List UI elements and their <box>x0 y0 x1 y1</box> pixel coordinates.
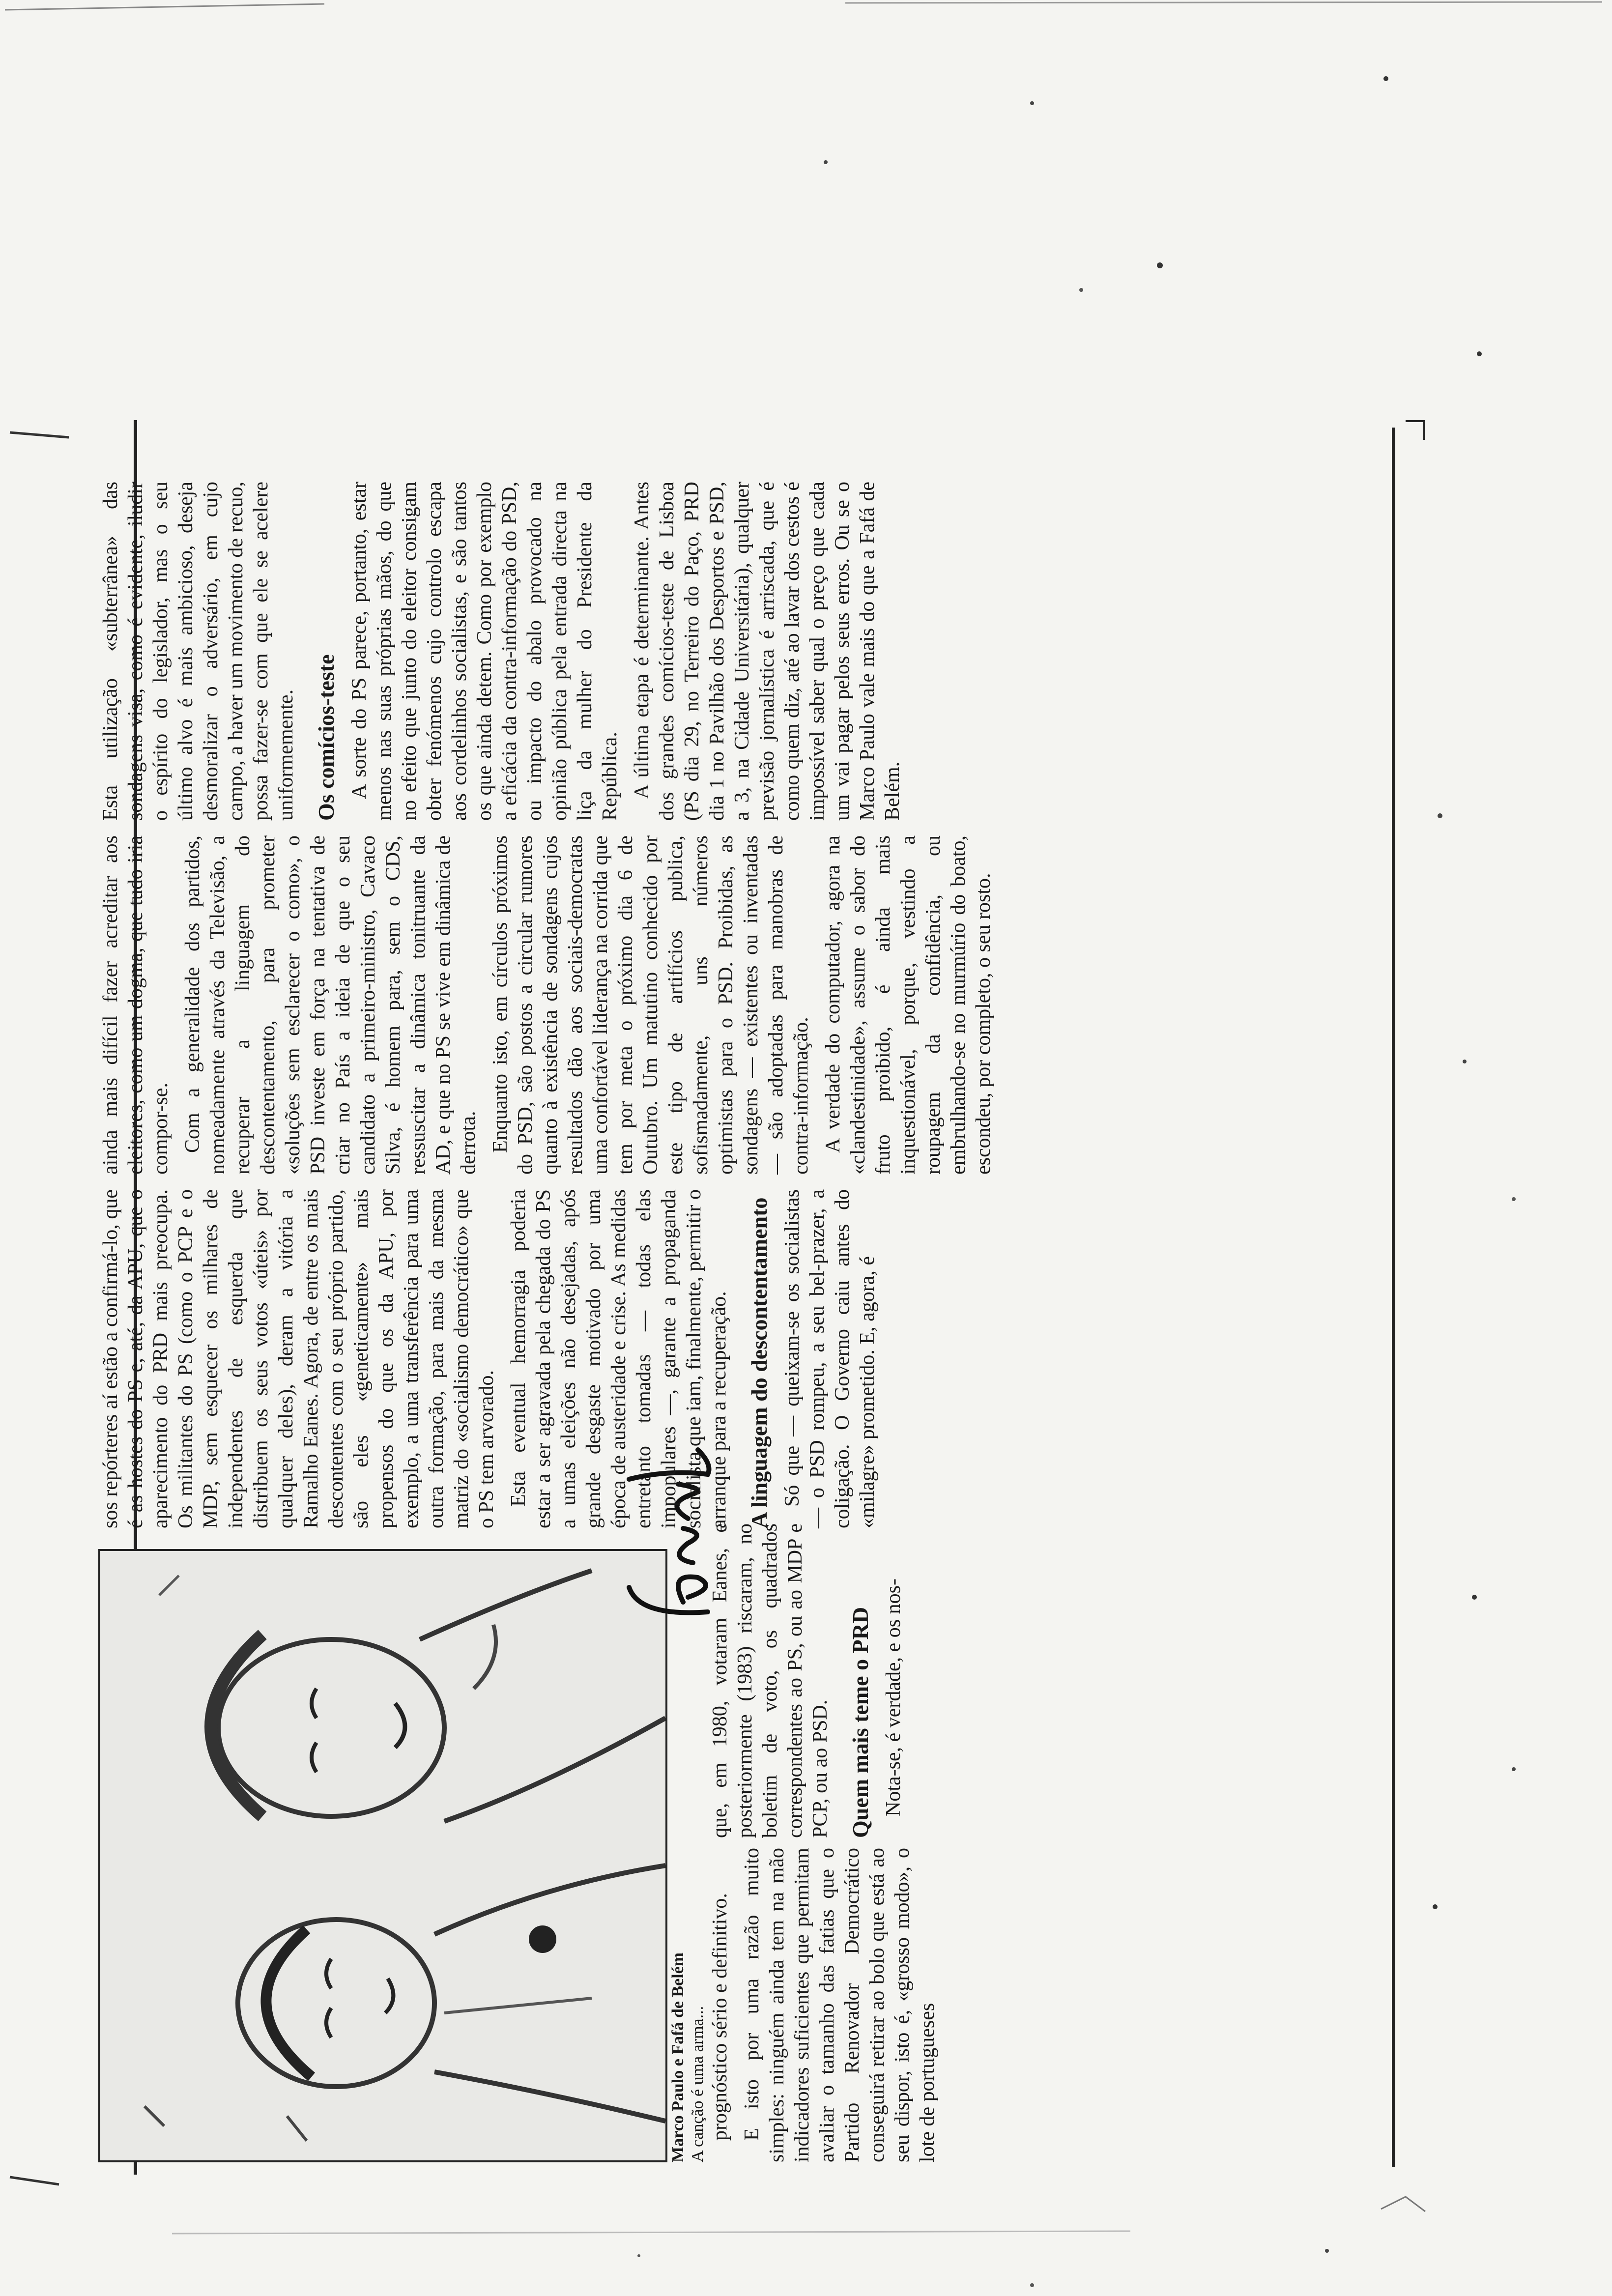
article-paragraph: Esta utilização «subterrânea» das sondagens visa, como é evidente, iludir o espírito do legislador, mas o seu último alvo é mais ambicioso, deseja desmoralizar o adversário, em cujo campo, a haver um movimento de recuo, possa fazer-se com que ele se acelere uniformemente. <box>99 482 297 821</box>
caption-title: Marco Paulo e Fafá de Belém <box>669 1952 687 2162</box>
article-paragraph: Só que — queixam-se os socialistas — o PSD rompeu, a seu bel-prazer, a coligação. O Governo caiu antes do «milagre» prometido. E, agora, é <box>781 1189 879 1528</box>
article-paragraph: A última etapa é determinante. Antes dos grandes comícios-teste de Lisboa (PS dia 29, no Terreiro do Paço, PRD dia 1 no Pavilhão dos Desportos e PSD, a 3, na Cidade Universitária), qualquer previsão jornalística é arriscada, que é como quem diz, até ao lavar dos cestos é impossível saber qual o preço que cada um vai pagar pelos seus erros. Ou se o Marco Paulo vale mais do que a Fafá de Belém. <box>631 482 904 821</box>
article-paragraph: que, em 1980, votaram Eanes, e posteriormente (1983) riscaram, no boletim de voto, os quadrados correspondentes ao PS, ou ao MDP e PCP, ou ao PSD. <box>709 1523 832 1838</box>
column-1-blocks <box>708 1848 940 2162</box>
column-5-blocks <box>98 482 905 821</box>
column-2-blocks <box>708 1523 906 1838</box>
article-paragraph: sos repórteres aí estão a confirmá-lo, que é as hostes do PS e, até, da APU, que o aparecimento do PRD mais preocupa. Os militantes do PS (como o PCP e o MDP, sem esquecer os milhares de independentes de esquerda que distribuem os seus votos «úteis» por qualquer deles), deram a vitória a Ramalho Eanes. Agora, de entre os mais descontentes com o seu próprio partido, são eles «geneticamente» mais propensos do que os da APU, por exemplo, a uma transferência para uma outra formação, para mais da mesma matriz do «socialismo democrático» que o PS tem arvorado. <box>99 1189 498 1528</box>
photo-frame <box>98 1549 667 2162</box>
article-paragraph: Com a generalidade dos partidos, nomeadamente através da Televisão, a recuperar a linguagem do descontentamento, para prometer «soluções sem esclarecer o como», o PSD investe em força na tentativa de criar no País a ideia de que o seu candidato a primeiro-ministro, Cavaco Silva, é homem para, sem o CDS, ressuscitar a dinâmica tonitruante da AD, e que no PS se vive em dinâmica de derrota. <box>181 835 480 1175</box>
section-heading: Quem mais teme o PRD <box>848 1607 873 1838</box>
column-3-blocks <box>98 1189 880 1528</box>
article-rotated <box>84 403 1460 2182</box>
article-paragraph: E isto por uma razão muito simples: ninguém ainda tem na mão indicadores suficientes que permitam avaliar o tamanho das fatias que o Partido Renovador Democrático conseguirá retirar ao bolo que está ao seu dispor, isto é, «grosso modo», o lote de portugueses <box>741 1848 939 2162</box>
photo-illustration <box>100 1551 665 2160</box>
section-heading: A linguagem do descontentamento <box>747 1197 772 1528</box>
article-paragraph: Nota-se, é verdade, e os nos- <box>882 1578 905 1816</box>
section-heading: Os comícios-teste <box>314 654 339 821</box>
article-paragraph: Enquanto isto, em círculos próximos do PSD, são postos a circular rumores quanto à existência de sondagens cujos resultados dão aos sociais-democratas uma confortável liderança na corrida que tem por meta o próximo dia 6 de Outubro. Um matutino conhecido por este tipo de artifícios publica, sofismadamente, uns números optimistas para o PSD. Proibidas, as sondagens — existentes ou inventadas — são adoptadas para manobras de contra-informação. <box>489 835 812 1175</box>
column-4-blocks <box>98 835 996 1175</box>
article-paragraph: prognóstico sério e definitivo. <box>709 1893 731 2141</box>
caption-subtitle: A canção é uma arma... <box>689 2006 707 2162</box>
article-paragraph: A sorte do PS parece, portanto, estar menos nas suas próprias mãos, do que no efeito que junto do eleitor consigam obter fenómenos cujo controlo escapa aos cordelinhos socialistas, e são tantos os que ainda detem. Como por exemplo a eficácia da contra-informação do PSD, ou impacto do abalo provocado na opinião pública pela entrada directa na liça da mulher do Presidente da República. <box>348 482 621 821</box>
photo-caption <box>668 1858 708 2162</box>
article-paragraph: ainda mais difícil fazer acreditar aos eleitores, como um dogma, que tudo iria compor-se. <box>99 835 172 1175</box>
column-4 <box>98 835 1435 1175</box>
column-3 <box>98 1189 1435 1528</box>
article-paragraph: Esta eventual hemorragia poderia estar a ser agravada pela chegada do PS a umas eleições não desejadas, após grande desgaste motivado por uma época de austeridade e crise. As medidas entretanto tomadas — todas elas impopulares —, garante a propaganda socialista que iam, finalmente, permitir o arranque para a recuperação. <box>507 1189 730 1528</box>
column-1 <box>708 1848 1420 2162</box>
column-5 <box>98 482 1435 821</box>
column-2 <box>708 1523 1420 1838</box>
article-paragraph: A verdade do computador, agora na «clandestinidade», assume o sabor do fruto proibido, é ainda mais inquestionável, porque, vestindo a roupagem da confidência, ou embrulhando-se no murmúrio do boato, escondeu, por completo, o seu rosto. <box>822 835 995 1175</box>
